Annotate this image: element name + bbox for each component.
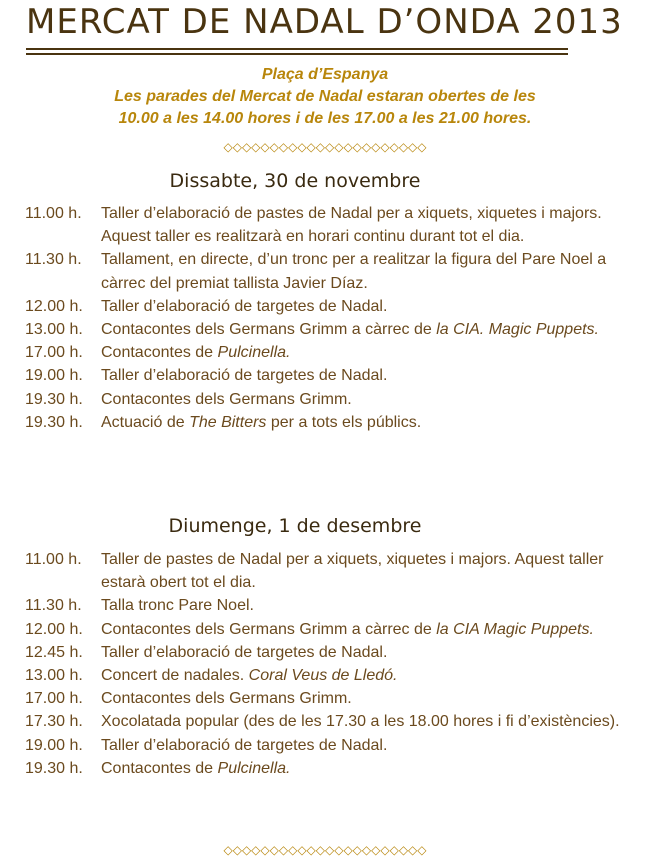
event-row: [25, 411, 625, 434]
event-text: Talla tronc Pare Noel.: [101, 597, 254, 615]
event-text-tail: per a tots els públics.: [266, 413, 422, 431]
event-row: [25, 618, 625, 641]
event-description: [101, 295, 625, 318]
event-description: [101, 664, 625, 687]
event-time: 19.30 h.: [25, 413, 83, 431]
title-rule-bottom: [26, 53, 568, 55]
event-performer: Pulcinella.: [217, 344, 291, 362]
event-text: Contacontes dels Germans Grimm.: [101, 390, 352, 408]
event-text: Xocolatada popular (des de les 17.30 a les 18.00 hores i fi d’existències).: [101, 713, 620, 731]
event-time: 13.00 h.: [25, 321, 83, 339]
event-description: [101, 734, 625, 757]
day-heading-saturday: Dissabte, 30 de novembre: [169, 170, 421, 192]
event-text: Taller d’elaboració de targetes de Nadal.: [101, 367, 388, 385]
event-text: Taller d’elaboració de targetes de Nadal.: [101, 643, 388, 661]
event-row: [25, 388, 625, 411]
event-description: [101, 710, 625, 733]
diamond-divider-bottom: ◇◇◇◇◇◇◇◇◇◇◇◇◇◇◇◇◇◇◇◇◇◇: [223, 843, 427, 857]
event-time: 12.45 h.: [25, 643, 83, 661]
event-text: Tallament, en directe, d’un tronc per a realitzar la figura del Pare Noel a càrrec del premiat tallista Javier Díaz.: [101, 251, 607, 292]
event-description: [101, 341, 625, 364]
event-row: [25, 548, 625, 594]
page-title: MERCAT DE NADAL D’ONDA 2013: [26, 2, 623, 42]
event-time: 12.00 h.: [25, 297, 83, 315]
event-description: [101, 594, 625, 617]
event-text: Contacontes dels Germans Grimm.: [101, 690, 352, 708]
event-row: [25, 202, 625, 248]
event-text: Contacontes dels Germans Grimm a càrrec de: [101, 321, 437, 339]
event-time: 12.00 h.: [25, 620, 83, 638]
event-description: [101, 618, 625, 641]
event-description: [101, 757, 625, 780]
intro-line-1: Les parades del Mercat de Nadal estaran obertes de les: [114, 88, 536, 105]
event-row: [25, 341, 625, 364]
event-row: [25, 641, 625, 664]
event-time: 11.00 h.: [25, 205, 82, 222]
event-time: 11.00 h.: [25, 551, 82, 568]
event-time: 11.30 h.: [25, 597, 82, 615]
event-text: Taller d’elaboració de targetes de Nadal.: [101, 736, 388, 754]
event-time: 17.30 h.: [25, 713, 83, 731]
event-row: [25, 734, 625, 757]
event-description: [101, 687, 625, 710]
event-time: 11.30 h.: [25, 251, 82, 269]
event-list-saturday: [25, 202, 625, 434]
event-description: [101, 548, 625, 594]
event-list-sunday: [25, 548, 625, 780]
event-performer: Coral Veus de Lledó.: [248, 667, 398, 685]
intro-block: [0, 64, 650, 130]
event-performer: la CIA. Magic Puppets.: [436, 321, 599, 339]
event-text: Taller de pastes de Nadal per a xiquets, xiquetes i majors. Aquest taller estarà obert tot el dia.: [101, 551, 604, 592]
event-text: Contacontes dels Germans Grimm a càrrec de: [101, 620, 437, 638]
intro-line-2: 10.00 a les 14.00 hores i de les 17.00 a les 21.00 hores.: [118, 110, 532, 127]
event-description: [101, 318, 625, 341]
event-time: 17.00 h.: [25, 344, 83, 362]
event-description: [101, 411, 625, 434]
event-description: [101, 364, 625, 387]
event-description: [101, 388, 625, 411]
event-text: Contacontes de: [101, 759, 218, 777]
event-performer: la CIA Magic Puppets.: [436, 620, 594, 638]
event-time: 19.00 h.: [25, 736, 83, 754]
event-time: 17.00 h.: [25, 690, 83, 708]
event-row: [25, 248, 625, 294]
event-row: [25, 295, 625, 318]
event-time: 13.00 h.: [25, 667, 83, 685]
event-row: [25, 710, 625, 733]
event-time: 19.30 h.: [25, 390, 83, 408]
diamond-divider-top: ◇◇◇◇◇◇◇◇◇◇◇◇◇◇◇◇◇◇◇◇◇◇: [223, 140, 427, 154]
event-description: [101, 641, 625, 664]
event-text: Taller d’elaboració de targetes de Nadal.: [101, 297, 388, 315]
event-text: Taller d’elaboració de pastes de Nadal per a xiquets, xiquetes i majors. Aquest taller es realitzarà en horari continu durant tot el dia.: [101, 205, 602, 246]
event-description: [101, 202, 625, 248]
event-row: [25, 757, 625, 780]
event-time: 19.30 h.: [25, 759, 83, 777]
event-description: [101, 248, 625, 294]
event-text: Contacontes de: [101, 344, 218, 362]
day-heading-sunday: Diumenge, 1 de desembre: [168, 515, 422, 537]
intro-place: Plaça d’Espanya: [261, 66, 389, 83]
event-row: [25, 687, 625, 710]
event-row: [25, 364, 625, 387]
event-row: [25, 318, 625, 341]
event-time: 19.00 h.: [25, 367, 83, 385]
event-performer: The Bitters: [189, 413, 267, 431]
event-text: Concert de nadales.: [101, 667, 249, 685]
event-text: Actuació de: [101, 413, 190, 431]
event-row: [25, 594, 625, 617]
event-performer: Pulcinella.: [217, 759, 291, 777]
event-row: [25, 664, 625, 687]
title-rule-top: [26, 48, 568, 50]
